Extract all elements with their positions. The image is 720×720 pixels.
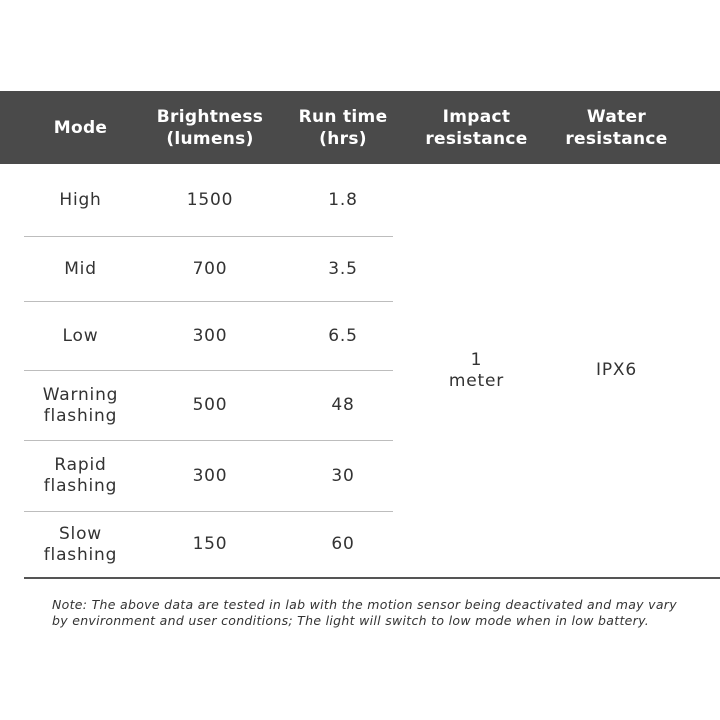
cell-brightness: 150 — [192, 534, 228, 554]
cell-water-resistance: IPX6 — [596, 360, 637, 380]
cell-runtime: 1.8 — [328, 189, 358, 210]
cell-mode: High — [59, 189, 102, 210]
cell-brightness: 500 — [192, 395, 228, 415]
cell-mode: Rapid flashing — [43, 455, 118, 496]
header-brightness: Brightness (lumens) — [156, 106, 264, 149]
cell-brightness: 300 — [192, 325, 228, 346]
table-bottom-border — [24, 577, 720, 579]
cell-brightness: 1500 — [186, 189, 234, 210]
cell-mode: Slow flashing — [43, 523, 118, 565]
cell-runtime: 30 — [331, 465, 355, 486]
cell-mode: Low — [62, 325, 99, 346]
cell-brightness: 300 — [192, 465, 228, 486]
cell-impact-resistance: 1 meter — [448, 349, 505, 391]
cell-runtime: 3.5 — [328, 258, 358, 279]
cell-runtime: 6.5 — [328, 325, 358, 346]
header-mode: Mode — [53, 117, 108, 138]
cell-mode: Warning flashing — [42, 384, 119, 426]
cell-runtime: 48 — [331, 395, 355, 415]
cell-runtime: 60 — [331, 534, 355, 554]
cell-mode: Mid — [64, 258, 97, 279]
table-header — [0, 91, 720, 164]
header-impact: Impact resistance — [425, 106, 528, 149]
footnote: Note: The above data are tested in lab with the motion sensor being deactivated and may vary by environment and user conditions; The light will switch to low mode when in low battery. — [52, 597, 677, 628]
header-water: Water resistance — [565, 106, 668, 149]
header-runtime: Run time (hrs) — [298, 106, 388, 149]
cell-brightness: 700 — [192, 258, 228, 279]
